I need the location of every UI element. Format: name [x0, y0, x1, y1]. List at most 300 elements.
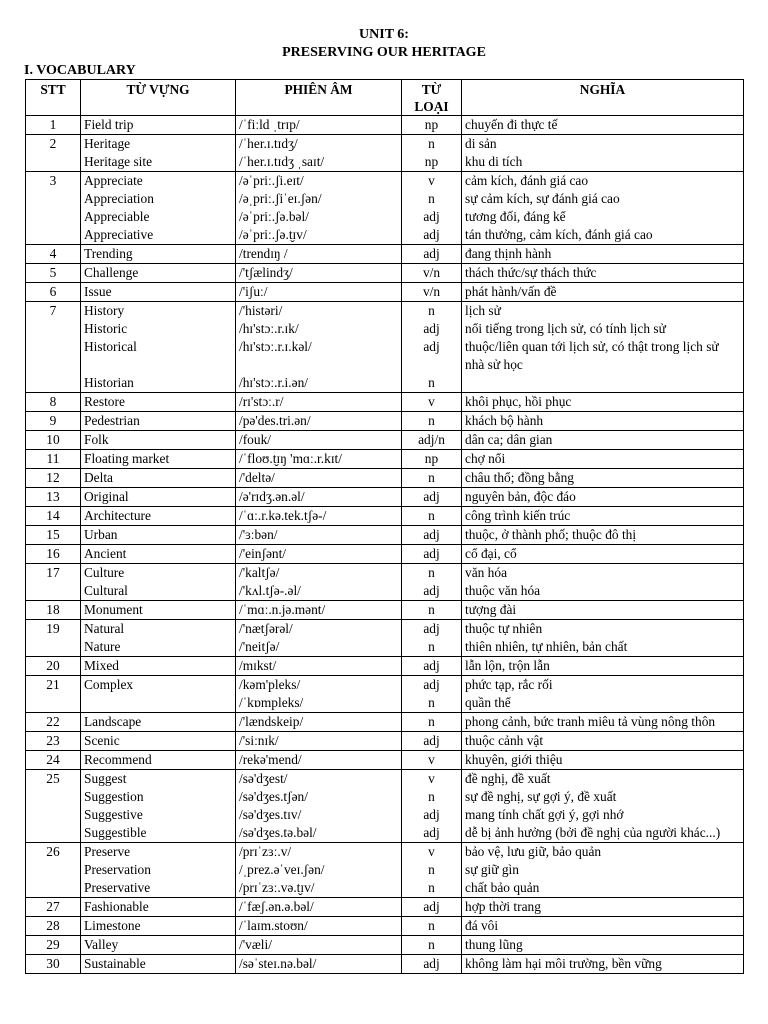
stt-cell: 17	[26, 564, 81, 601]
type-line: adj	[423, 733, 440, 748]
phonetic-cell	[236, 601, 402, 620]
word-line: Folk	[84, 432, 109, 447]
word-line: Limestone	[84, 918, 141, 933]
word-line: Complex	[84, 677, 134, 692]
type-line: np	[424, 117, 439, 132]
type-line	[405, 356, 458, 374]
table-row	[26, 936, 744, 955]
table-row	[26, 732, 744, 751]
phonetic-line: /'lændskeip/	[239, 714, 304, 729]
table-row	[26, 488, 744, 507]
phonetic-cell	[236, 116, 402, 135]
phonetic-line: /fouk/	[239, 432, 271, 447]
stt-cell: 13	[26, 488, 81, 507]
word-cell	[81, 620, 236, 657]
header-word: TỪ VỰNG	[81, 80, 236, 116]
stt-cell: 6	[26, 283, 81, 302]
type-line: np	[424, 451, 439, 466]
table-row	[26, 469, 744, 488]
word-line: Appreciation	[84, 191, 154, 206]
word-line: Historic	[84, 321, 128, 336]
meaning-cell	[462, 917, 744, 936]
word-line	[84, 356, 232, 374]
table-row	[26, 917, 744, 936]
word-line: Challenge	[84, 265, 139, 280]
word-line: Issue	[84, 284, 112, 299]
type-cell	[402, 751, 462, 770]
phonetic-line: /sə'dʒes.tə.bəl/	[239, 825, 317, 840]
meaning-line: thiên nhiên, tự nhiên, bản chất	[465, 639, 628, 654]
phonetic-cell	[236, 564, 402, 601]
stt-cell: 14	[26, 507, 81, 526]
word-line: Trending	[84, 246, 133, 261]
type-cell	[402, 302, 462, 393]
meaning-line: thuộc tự nhiên	[465, 621, 543, 636]
word-line: Pedestrian	[84, 413, 140, 428]
phonetic-line: /mɪkst/	[239, 658, 277, 673]
type-line: n	[428, 508, 435, 523]
table-row	[26, 770, 744, 843]
word-cell	[81, 843, 236, 898]
type-line: n	[428, 880, 435, 895]
stt-cell: 18	[26, 601, 81, 620]
phonetic-cell	[236, 245, 402, 264]
meaning-cell	[462, 245, 744, 264]
meaning-line: chợ nổi	[465, 451, 506, 466]
phonetic-line: /pə'des.tri.ən/	[239, 413, 311, 428]
word-line: Suggest	[84, 771, 127, 786]
type-line: n	[428, 413, 435, 428]
phonetic-line: /'einʃənt/	[239, 546, 287, 561]
type-cell	[402, 245, 462, 264]
meaning-line: khu di tích	[465, 154, 523, 169]
phonetic-cell	[236, 770, 402, 843]
meaning-cell	[462, 770, 744, 843]
type-cell	[402, 488, 462, 507]
meaning-cell	[462, 469, 744, 488]
phonetic-line: /'kaltʃə/	[239, 565, 280, 580]
type-cell	[402, 936, 462, 955]
meaning-cell	[462, 450, 744, 469]
header-type-line2: LOẠI	[414, 99, 449, 114]
meaning-cell	[462, 843, 744, 898]
type-line: adj	[423, 546, 440, 561]
type-line: adj	[423, 246, 440, 261]
type-line: adj	[423, 489, 440, 504]
word-line: Appreciate	[84, 173, 143, 188]
word-line: Restore	[84, 394, 125, 409]
stt-cell: 26	[26, 843, 81, 898]
word-line: Preservative	[84, 880, 151, 895]
meaning-line: nhà sử học	[465, 357, 523, 372]
word-cell	[81, 545, 236, 564]
word-line: Monument	[84, 602, 143, 617]
phonetic-line: /ˈmɑː.n.jə.mənt/	[239, 602, 326, 617]
meaning-cell	[462, 564, 744, 601]
table-row	[26, 450, 744, 469]
table-row	[26, 412, 744, 431]
meaning-line: khuyên, giới thiệu	[465, 752, 563, 767]
meaning-line: đang thịnh hành	[465, 246, 552, 261]
meaning-line: phát hành/vấn đề	[465, 284, 557, 299]
word-line: Appreciative	[84, 227, 154, 242]
phonetic-line: /ˈher.ɪ.tɪdʒ ˌsaɪt/	[239, 154, 325, 169]
table-row	[26, 564, 744, 601]
meaning-cell	[462, 135, 744, 172]
meaning-line: chất bảo quản	[465, 880, 540, 895]
type-cell	[402, 732, 462, 751]
header-phonetic: PHIÊN ÂM	[236, 80, 402, 116]
phonetic-cell	[236, 412, 402, 431]
type-line: n	[428, 714, 435, 729]
phonetic-cell	[236, 657, 402, 676]
word-cell	[81, 955, 236, 974]
word-cell	[81, 898, 236, 917]
word-cell	[81, 393, 236, 412]
type-cell	[402, 898, 462, 917]
meaning-line: dễ bị ảnh hưởng (bởi đề nghị của người khác...)	[465, 825, 721, 840]
type-line: adj	[423, 677, 440, 692]
word-line: Natural	[84, 621, 125, 636]
meaning-cell	[462, 898, 744, 917]
type-cell	[402, 431, 462, 450]
phonetic-cell	[236, 917, 402, 936]
meaning-line: văn hóa	[465, 565, 508, 580]
meaning-line: thuộc/liên quan tới lịch sử, có thật trong lịch sử	[465, 339, 719, 354]
word-cell	[81, 751, 236, 770]
word-line: Preservation	[84, 862, 151, 877]
meaning-line: mang tính chất gợi ý, gợi nhớ	[465, 807, 624, 822]
word-line: Valley	[84, 937, 119, 952]
word-line: Architecture	[84, 508, 151, 523]
word-cell	[81, 116, 236, 135]
phonetic-cell	[236, 393, 402, 412]
table-row	[26, 843, 744, 898]
word-line: Suggestible	[84, 825, 147, 840]
type-line: adj	[423, 899, 440, 914]
table-row	[26, 302, 744, 393]
word-cell	[81, 917, 236, 936]
unit-heading: UNIT 6:	[359, 27, 409, 42]
phonetic-line: /əˈpriː.ʃi.eɪt/	[239, 173, 304, 188]
phonetic-line: /'histəri/	[239, 303, 283, 318]
type-cell	[402, 526, 462, 545]
table-row	[26, 507, 744, 526]
table-header-row	[26, 80, 744, 116]
type-line: n	[428, 191, 435, 206]
type-cell	[402, 676, 462, 713]
meaning-cell	[462, 713, 744, 732]
word-cell	[81, 676, 236, 713]
meaning-line: sự giữ gìn	[465, 862, 519, 877]
table-row	[26, 713, 744, 732]
phonetic-cell	[236, 620, 402, 657]
table-row	[26, 657, 744, 676]
type-line: adj	[423, 621, 440, 636]
word-line: Historical	[84, 339, 137, 354]
stt-cell: 24	[26, 751, 81, 770]
word-cell	[81, 469, 236, 488]
header-type-line1: TỪ	[421, 82, 442, 97]
header-type	[402, 80, 462, 116]
meaning-line: thuộc, ở thành phố; thuộc đô thị	[465, 527, 637, 542]
type-line: adj	[423, 339, 440, 354]
type-line: n	[428, 136, 435, 151]
table-row	[26, 431, 744, 450]
stt-cell: 12	[26, 469, 81, 488]
word-cell	[81, 302, 236, 393]
word-line: Field trip	[84, 117, 134, 132]
phonetic-line: /səˈsteɪ.nə.bəl/	[239, 956, 317, 971]
phonetic-line: /hɪ'stɔː.r.ɪk/	[239, 321, 299, 336]
type-line: adj	[423, 658, 440, 673]
phonetic-line: /ˈfæʃ.ən.ə.bəl/	[239, 899, 314, 914]
word-line: Original	[84, 489, 129, 504]
word-cell	[81, 657, 236, 676]
phonetic-cell	[236, 545, 402, 564]
meaning-cell	[462, 264, 744, 283]
meaning-line: phức tạp, rắc rối	[465, 677, 553, 692]
meaning-line: cổ đại, cổ	[465, 546, 517, 561]
type-line: n	[428, 375, 435, 390]
meaning-line: hợp thời trang	[465, 899, 541, 914]
type-line: n	[428, 918, 435, 933]
meaning-line: thách thức/sự thách thức	[465, 265, 597, 280]
stt-cell: 1	[26, 116, 81, 135]
stt-cell: 25	[26, 770, 81, 843]
phonetic-cell	[236, 283, 402, 302]
phonetic-cell	[236, 264, 402, 283]
type-line: v	[428, 844, 435, 859]
meaning-cell	[462, 488, 744, 507]
table-row	[26, 172, 744, 245]
phonetic-line: /ˈfloʊ.t̬ɪŋ 'mɑː.r.kɪt/	[239, 451, 342, 466]
vocabulary-table	[25, 79, 744, 974]
table-body	[26, 116, 744, 974]
meaning-cell	[462, 676, 744, 713]
type-line: adj	[423, 227, 440, 242]
meaning-cell	[462, 657, 744, 676]
phonetic-line: /'ɜːbən/	[239, 527, 278, 542]
meaning-line: đề nghị, đề xuất	[465, 771, 551, 786]
type-cell	[402, 545, 462, 564]
phonetic-cell	[236, 507, 402, 526]
word-line: Heritage site	[84, 154, 153, 169]
type-line: v	[428, 771, 435, 786]
word-cell	[81, 564, 236, 601]
phonetic-line: /kəm'pleks/	[239, 677, 301, 692]
stt-cell: 15	[26, 526, 81, 545]
type-cell	[402, 172, 462, 245]
phonetic-cell	[236, 713, 402, 732]
type-cell	[402, 564, 462, 601]
phonetic-line: /rɪ'stɔː.r/	[239, 394, 284, 409]
word-cell	[81, 412, 236, 431]
meaning-cell	[462, 601, 744, 620]
meaning-line: phong cảnh, bức tranh miêu tả vùng nông thôn	[465, 714, 716, 729]
table-row	[26, 116, 744, 135]
word-cell	[81, 431, 236, 450]
phonetic-cell	[236, 955, 402, 974]
table-row	[26, 393, 744, 412]
word-cell	[81, 245, 236, 264]
type-cell	[402, 469, 462, 488]
word-cell	[81, 601, 236, 620]
phonetic-line: /'siːnɪk/	[239, 733, 279, 748]
word-cell	[81, 770, 236, 843]
type-line: n	[428, 862, 435, 877]
type-line: v/n	[422, 265, 441, 280]
table-row	[26, 545, 744, 564]
phonetic-cell	[236, 936, 402, 955]
meaning-cell	[462, 283, 744, 302]
phonetic-line: /'neitʃə/	[239, 639, 280, 654]
meaning-cell	[462, 412, 744, 431]
phonetic-line: /hɪ'stɔː.r.ɪ.kəl/	[239, 339, 312, 354]
stt-cell: 19	[26, 620, 81, 657]
type-cell	[402, 955, 462, 974]
meaning-line: châu thổ; đồng bằng	[465, 470, 574, 485]
type-cell	[402, 450, 462, 469]
word-line: Suggestive	[84, 807, 143, 822]
meaning-line: tượng đài	[465, 602, 517, 617]
table-row	[26, 620, 744, 657]
stt-cell: 21	[26, 676, 81, 713]
meaning-line: nguyên bản, độc đáo	[465, 489, 576, 504]
meaning-line: nổi tiếng trong lịch sử, có tính lịch sử	[465, 321, 666, 336]
phonetic-line: /rekə'mend/	[239, 752, 302, 767]
phonetic-cell	[236, 302, 402, 393]
stt-cell: 29	[26, 936, 81, 955]
meaning-line: sự cảm kích, sự đánh giá cao	[465, 191, 620, 206]
type-line: v	[428, 173, 435, 188]
phonetic-cell	[236, 135, 402, 172]
type-line: adj	[423, 527, 440, 542]
word-line: Delta	[84, 470, 113, 485]
word-line: Fashionable	[84, 899, 149, 914]
word-line: Appreciable	[84, 209, 150, 224]
meaning-cell	[462, 936, 744, 955]
phonetic-line: /sə'dʒes.tɪv/	[239, 807, 302, 822]
table-row	[26, 601, 744, 620]
meaning-cell	[462, 751, 744, 770]
type-cell	[402, 620, 462, 657]
meaning-cell	[462, 955, 744, 974]
word-line: Scenic	[84, 733, 120, 748]
stt-cell: 2	[26, 135, 81, 172]
stt-cell: 8	[26, 393, 81, 412]
meaning-cell	[462, 172, 744, 245]
stt-cell: 4	[26, 245, 81, 264]
phonetic-line: /əˈpriː.ʃə.bəl/	[239, 209, 309, 224]
phonetic-cell	[236, 843, 402, 898]
phonetic-cell	[236, 431, 402, 450]
stt-cell: 22	[26, 713, 81, 732]
type-cell	[402, 917, 462, 936]
word-cell	[81, 450, 236, 469]
stt-cell: 10	[26, 431, 81, 450]
type-cell	[402, 657, 462, 676]
word-line	[84, 694, 232, 712]
word-cell	[81, 488, 236, 507]
phonetic-line: /'væli/	[239, 937, 272, 952]
word-cell	[81, 172, 236, 245]
meaning-cell	[462, 507, 744, 526]
phonetic-line: /ˈfiːld ˌtrɪp/	[239, 117, 300, 132]
meaning-line: bảo vệ, lưu giữ, bảo quản	[465, 844, 602, 859]
table-row	[26, 526, 744, 545]
table-row	[26, 245, 744, 264]
type-cell	[402, 843, 462, 898]
phonetic-line: /'nætʃərəl/	[239, 621, 293, 636]
word-line: Culture	[84, 565, 125, 580]
word-line: Nature	[84, 639, 121, 654]
type-cell	[402, 713, 462, 732]
meaning-line: sự đề nghị, sự gợi ý, đề xuất	[465, 789, 617, 804]
type-line: n	[428, 303, 435, 318]
stt-cell: 28	[26, 917, 81, 936]
section-heading: I. VOCABULARY	[24, 63, 136, 78]
type-line: n	[428, 789, 435, 804]
type-line: n	[428, 695, 435, 710]
meaning-line: quần thể	[465, 695, 511, 710]
meaning-line: khách bộ hành	[465, 413, 544, 428]
phonetic-line: /ˈkɒmpleks/	[239, 695, 304, 710]
type-line: v	[428, 752, 435, 767]
meaning-cell	[462, 393, 744, 412]
meaning-cell	[462, 545, 744, 564]
type-line: n	[428, 470, 435, 485]
type-cell	[402, 770, 462, 843]
table-row	[26, 283, 744, 302]
phonetic-cell	[236, 172, 402, 245]
type-line: v	[428, 394, 435, 409]
phonetic-line: /trendɪŋ /	[239, 246, 288, 261]
meaning-cell	[462, 620, 744, 657]
meaning-cell	[462, 732, 744, 751]
meaning-cell	[462, 431, 744, 450]
stt-cell: 5	[26, 264, 81, 283]
type-cell	[402, 601, 462, 620]
type-line: adj/n	[418, 432, 445, 447]
word-line: Sustainable	[84, 956, 146, 971]
phonetic-cell	[236, 488, 402, 507]
phonetic-line: /ˈɑː.r.kə.tek.tʃə-/	[239, 508, 327, 523]
word-line: Historian	[84, 375, 134, 390]
phonetic-cell	[236, 469, 402, 488]
meaning-line: dân ca; dân gian	[465, 432, 553, 447]
phonetic-line: /sə'dʒes.tʃən/	[239, 789, 308, 804]
word-line: Preserve	[84, 844, 131, 859]
table-row	[26, 898, 744, 917]
page-title: PRESERVING OUR HERITAGE	[282, 45, 486, 60]
word-line: History	[84, 303, 125, 318]
meaning-cell	[462, 302, 744, 393]
meaning-line: di sản	[465, 136, 497, 151]
stt-cell: 3	[26, 172, 81, 245]
type-cell	[402, 264, 462, 283]
meaning-line: công trình kiến trúc	[465, 508, 571, 523]
meaning-line: thuộc cảnh vật	[465, 733, 544, 748]
meaning-line: đá vôi	[465, 918, 499, 933]
phonetic-cell	[236, 676, 402, 713]
type-line: n	[428, 937, 435, 952]
word-cell	[81, 283, 236, 302]
type-cell	[402, 412, 462, 431]
word-cell	[81, 732, 236, 751]
meaning-line: chuyến đi thực tế	[465, 117, 558, 132]
meaning-line: không làm hại môi trường, bền vững	[465, 956, 662, 971]
